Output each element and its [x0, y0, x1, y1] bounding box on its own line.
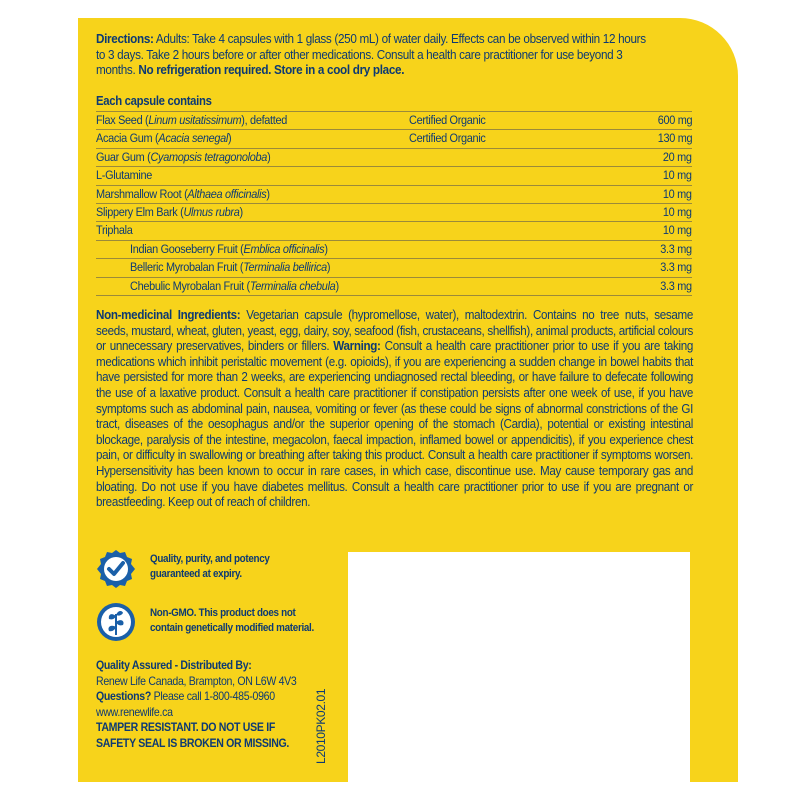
ingredient-name: [96, 186, 270, 203]
ingredient-amount: 3.3 mg: [660, 241, 692, 256]
ingredient-name: [96, 222, 133, 239]
warning-text: Consult a health care practitioner prior to use if you are taking medications which inhibit peristaltic movement (e.g. opioids), if you are experiencing a sudden change in bowel habits that have persisted for more than 2 weeks, are experiencing undiagnosed rectal bleeding, or have failure to defecate following the use of a laxative product. Consult a health care practitioner if constipation persists after one week of use, if you have symptoms such as abdominal pain, nausea, vomiting or fever (as these could be signs of abnormal constrictions of the GI tract, diseases of the oesophagus and/or the superior opening of the stomach (Cardia), potential or existing intestinal blockage, paralysis of the intestine, megacolon, faecal impaction, inflamed bowel or appendicitis), if you experience chest pain, or difficulty in swallowing or breathing after taking this product. Consult a health care practitioner if symptoms worsen. Hypersensitivity has been known to occur in rare cases, in which case, discontinue use. May cause temporary gas and bloating. Do not use if you have diabetes mellitus. Consult a health care practitioner prior to use if you are pregnant or breastfeeding. Keep out of reach of children.: [96, 339, 694, 510]
leaf-plant-icon: [96, 602, 136, 642]
distributor-section: [96, 658, 296, 752]
ingredient-amount: 10 mg: [663, 168, 692, 183]
ingredient-name: [96, 204, 243, 221]
ingredient-latin-name: Ulmus rubra: [183, 204, 240, 219]
tamper-line-1: TAMPER RESISTANT. DO NOT USE IF: [96, 720, 275, 735]
ingredient-row: [96, 130, 692, 148]
ingredient-latin-name: Cyamopsis tetragonoloba: [150, 149, 268, 164]
ingredient-certification: Certified Organic: [409, 113, 486, 127]
ingredient-name-tail: ), defatted: [241, 113, 288, 127]
ingredient-name: [96, 149, 270, 166]
storage-note: No refrigeration required. Store in a cool dry place.: [138, 63, 405, 77]
directions-text: Adults: Take 4 capsules with 1 glass (250 mL) of water daily. Effects can be observed within 12 hours to 3 days. Take 2 hours before or after other medications. Consult a health care practitioner for use beyond 3 months.: [96, 32, 646, 77]
ingredient-row: [96, 204, 692, 222]
ingredient-name-tail: ): [267, 149, 271, 164]
ingredient-name-tail: ): [266, 186, 270, 201]
ingredient-name-tail: ): [326, 260, 331, 275]
tamper-line-2: SAFETY SEAL IS BROKEN OR MISSING.: [96, 735, 290, 750]
ingredient-certification: Certified Organic: [409, 131, 486, 146]
lot-code: L2010PK02.01: [314, 688, 328, 764]
ingredient-amount: 10 mg: [663, 204, 692, 219]
ingredient-common-name: Slippery Elm Bark (: [96, 204, 184, 219]
ingredient-latin-name: Acacia senegal: [158, 131, 228, 146]
ingredient-amount: 600 mg: [657, 113, 692, 127]
nongmo-badge-text: [150, 606, 314, 636]
ingredient-name: [130, 278, 339, 295]
nongmo-line-1: Non-GMO. This product does not: [150, 607, 296, 619]
ingredient-amount: 130 mg: [657, 131, 692, 146]
non-medicinal-label: Non-medicinal Ingredients:: [96, 308, 241, 322]
ingredient-name: [130, 241, 328, 258]
ingredient-amount: 20 mg: [663, 149, 692, 164]
directions-section: [96, 32, 654, 79]
ingredient-name-tail: ): [228, 131, 232, 146]
ingredient-row: [96, 167, 692, 185]
ingredient-amount: 10 mg: [663, 186, 692, 201]
quality-badge-text: [150, 552, 270, 582]
ingredient-name: [96, 167, 152, 184]
ingredient-name-tail: ): [335, 278, 339, 293]
questions-label: Questions?: [96, 689, 152, 704]
ingredients-table: [96, 111, 692, 296]
ingredient-latin-name: Emblica officinalis: [243, 241, 325, 256]
ingredient-row: [96, 222, 692, 240]
ingredient-amount: 3.3 mg: [660, 278, 692, 293]
ingredient-amount: 3.3 mg: [660, 260, 692, 275]
ingredient-name-tail: ): [239, 204, 243, 219]
ingredient-name: [130, 259, 330, 276]
ingredient-name: [96, 130, 231, 147]
checkmark-shield-icon: [96, 549, 136, 589]
quality-line-2: guaranteed at expiry.: [150, 568, 242, 580]
ingredient-name-tail: ): [324, 241, 328, 256]
non-medicinal-section: [96, 308, 693, 511]
ingredient-row: [96, 149, 692, 167]
ingredient-common-name: Triphala: [96, 223, 133, 238]
ingredient-common-name: Marshmallow Root (: [96, 186, 188, 201]
ingredient-latin-name: Linum usitatissimum: [148, 113, 242, 127]
blank-print-area: [348, 552, 690, 782]
website-text: www.renewlife.ca: [96, 704, 173, 719]
ingredient-row: [96, 241, 692, 259]
directions-label: Directions:: [96, 32, 154, 46]
ingredient-row: [96, 186, 692, 204]
ingredient-row: [96, 111, 692, 130]
ingredient-common-name: Acacia Gum (: [96, 131, 159, 146]
ingredient-amount: 10 mg: [663, 223, 692, 238]
ingredient-common-name: Belleric Myrobalan Fruit (: [130, 260, 244, 275]
distributor-address: Renew Life Canada, Brampton, ON L6W 4V3: [96, 673, 297, 688]
questions-phone: Please call 1-800-485-0960: [151, 689, 275, 704]
ingredient-row: [96, 259, 692, 277]
ingredient-name: [96, 112, 287, 129]
ingredients-heading: Each capsule contains: [96, 94, 212, 108]
ingredient-latin-name: Althaea officinalis: [187, 186, 267, 201]
ingredient-common-name: L-Glutamine: [96, 168, 153, 183]
ingredient-common-name: Chebulic Myrobalan Fruit (: [130, 278, 250, 293]
distributor-heading: Quality Assured - Distributed By:: [96, 658, 252, 672]
non-medicinal-text: Vegetarian capsule (hypromellose, water), maltodextrin. Contains no tree nuts, sesame seeds, mustard, wheat, gluten, yeast, egg, dairy, soy, seafood (fish, crustaceans, shellfish), animal products, artificial colours or unnecessary preservatives, binders or fillers.: [96, 308, 694, 354]
nongmo-line-2: contain genetically modified material.: [150, 622, 314, 634]
ingredient-common-name: Indian Gooseberry Fruit (: [130, 241, 244, 256]
ingredient-common-name: Flax Seed (: [96, 113, 149, 127]
ingredient-common-name: Guar Gum (: [96, 149, 151, 164]
ingredient-latin-name: Terminalia bellirica: [243, 260, 327, 275]
product-label-panel: [78, 18, 738, 782]
ingredient-latin-name: Terminalia chebula: [249, 278, 336, 293]
quality-line-1: Quality, purity, and potency: [150, 553, 270, 565]
ingredient-row: [96, 278, 692, 296]
warning-label: Warning:: [333, 339, 381, 354]
